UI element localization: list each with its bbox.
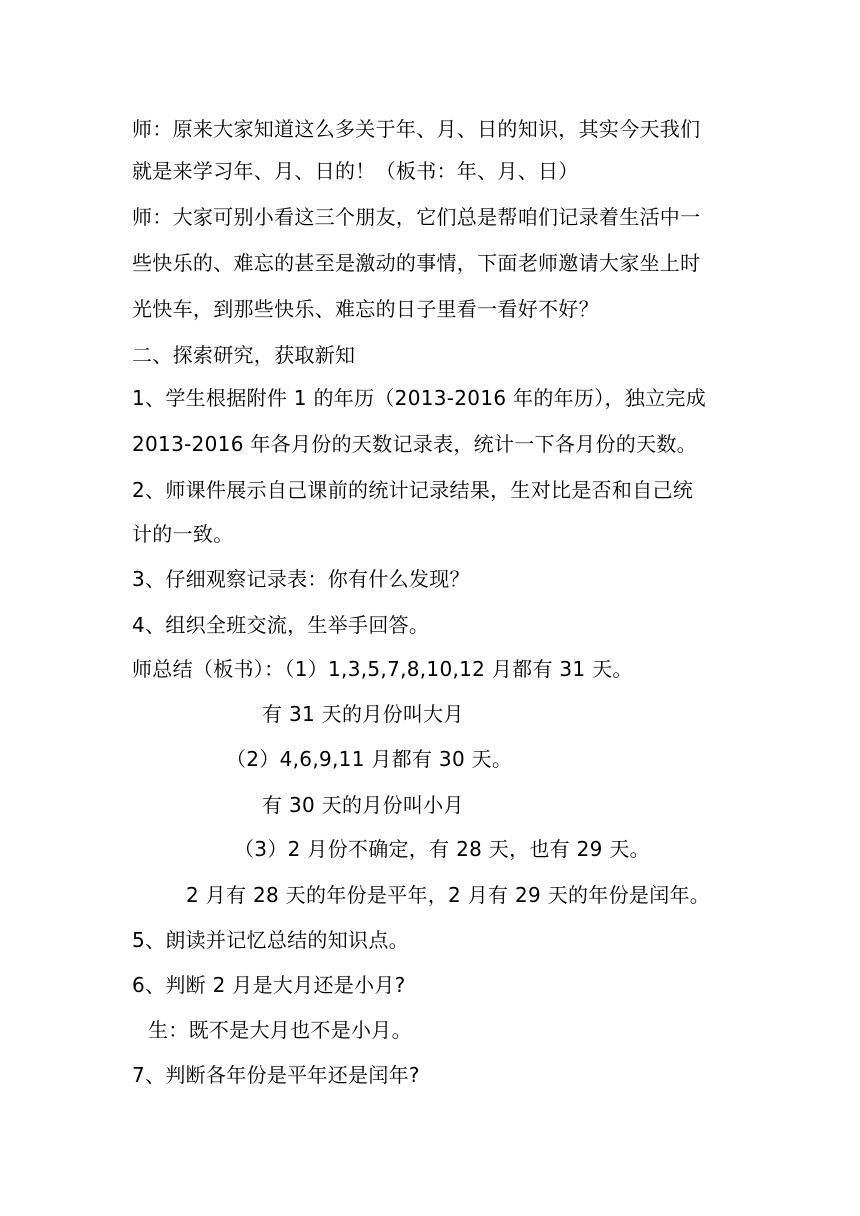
paragraph-line-1: 师：原来大家知道这么多关于年、月、日的知识，其实今天我们 (132, 117, 701, 141)
step-7-line: 7、判断各年份是平年还是闰年? (132, 1063, 420, 1087)
step-2-line-2: 计的一致。 (132, 522, 234, 546)
summary-line-1: 师总结（板书）：（1）1,3,5,7,8,10,12 月都有 31 天。 (132, 657, 633, 681)
paragraph-line-5: 光快车，到那些快乐、难忘的日子里看一看好不好？ (132, 297, 599, 321)
summary-small-month: 有 30 天的月份叫小月 (262, 793, 464, 817)
paragraph-line-4: 些快乐的、难忘的甚至是激动的事情，下面老师邀请大家坐上时 (132, 251, 701, 275)
step-6-line: 6、判断 2 月是大月还是小月? (132, 973, 406, 997)
step-5-line: 5、朗读并记忆总结的知识点。 (132, 928, 409, 952)
student-answer-line: 生：既不是大月也不是小月。 (148, 1018, 412, 1042)
summary-big-month: 有 31 天的月份叫大月 (262, 702, 464, 726)
step-3-line: 3、仔细观察记录表：你有什么发现？ (132, 567, 470, 591)
section-heading: 二、探索研究，获取新知 (132, 343, 356, 367)
summary-line-2: （2）4,6,9,11 月都有 30 天。 (226, 747, 513, 771)
step-1-line-2: 2013-2016 年各月份的天数记录表，统计一下各月份的天数。 (132, 432, 697, 456)
step-2-line-1: 2、师课件展示自己课前的统计记录结果，生对比是否和自己统 (132, 478, 694, 502)
paragraph-line-2: 就是来学习年、月、日的！（板书：年、月、日） (132, 159, 579, 183)
summary-line-3: （3）2 月份不确定，有 28 天，也有 29 天。 (234, 837, 650, 861)
step-4-line: 4、组织全班交流，生举手回答。 (132, 613, 430, 637)
summary-leap-year: 2 月有 28 天的年份是平年，2 月有 29 天的年份是闰年。 (186, 883, 711, 907)
paragraph-line-3: 师：大家可别小看这三个朋友，它们总是帮咱们记录着生活中一 (132, 205, 701, 229)
step-1-line-1: 1、学生根据附件 1 的年历（2013-2016 年的年历），独立完成 (132, 386, 707, 410)
